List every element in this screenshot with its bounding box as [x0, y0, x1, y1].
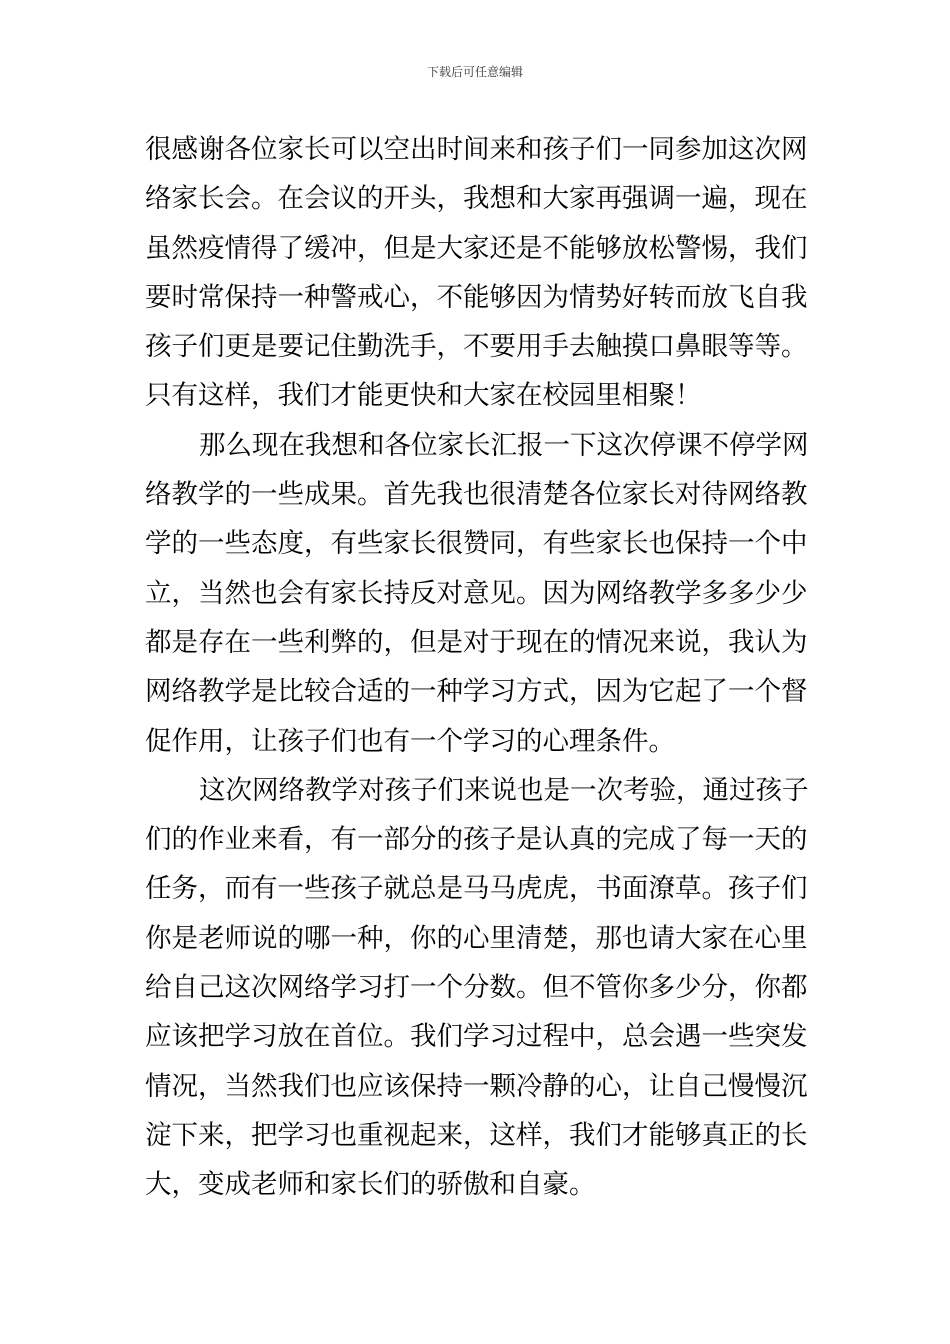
document-body: [145, 125, 815, 1210]
paragraph-3-line-1: 这次网络教学对孩子们来说也是一次考验，通过孩子: [199, 774, 809, 806]
paragraph-3-line-7: 情况，当然我们也应该保持一颗冷静的心，让自己慢慢沉: [145, 1070, 808, 1102]
paragraph-2-line-3: 学的一些态度，有些家长很赞同，有些家长也保持一个中: [145, 528, 808, 560]
paragraph-1-line-6: 只有这样，我们才能更快和大家在校园里相聚！: [145, 380, 702, 412]
page-header: 下载后可任意编辑: [426, 65, 523, 79]
paragraph-2-line-4: 立，当然也会有家长持反对意见。因为网络教学多多少少: [145, 577, 808, 609]
paragraph-3-line-5: 给自己这次网络学习打一个分数。但不管你多少分，你都: [145, 972, 808, 1004]
paragraph-2-line-1: 那么现在我想和各位家长汇报一下这次停课不停学网: [199, 429, 809, 461]
paragraph-3-line-9: 大，变成老师和家长们的骄傲和自豪。: [145, 1169, 596, 1201]
paragraph-3-line-3: 任务，而有一些孩子就总是马马虎虎，书面潦草。孩子们: [145, 873, 808, 905]
paragraph-2-line-6: 网络教学是比较合适的一种学习方式，因为它起了一个督: [145, 676, 808, 708]
paragraph-1-line-5: 孩子们更是要记住勤洗手，不要用手去触摸口鼻眼等等。: [145, 331, 808, 363]
paragraph-3-line-8: 淀下来，把学习也重视起来，这样，我们才能够真正的长: [145, 1119, 808, 1151]
paragraph-2-line-2: 络教学的一些成果。首先我也很清楚各位家长对待网络教: [145, 479, 808, 511]
paragraph-2-line-5: 都是存在一些利弊的，但是对于现在的情况来说，我认为: [145, 626, 808, 658]
paragraph-3-line-4: 你是老师说的哪一种，你的心里清楚，那也请大家在心里: [145, 922, 808, 954]
paragraph-3-line-6: 应该把学习放在首位。我们学习过程中，总会遇一些突发: [145, 1021, 808, 1053]
paragraph-3-line-2: 们的作业来看，有一部分的孩子是认真的完成了每一天的: [145, 824, 808, 856]
paragraph-2-line-7: 促作用，让孩子们也有一个学习的心理条件。: [145, 725, 675, 757]
paragraph-1-line-2: 络家长会。在会议的开头，我想和大家再强调一遍，现在: [145, 183, 808, 215]
paragraph-1-line-3: 虽然疫情得了缓冲，但是大家还是不能够放松警惕，我们: [145, 232, 808, 264]
paragraph-1-line-4: 要时常保持一种警戒心，不能够因为情势好转而放飞自我: [145, 281, 808, 313]
paragraph-1-line-1: 很感谢各位家长可以空出时间来和孩子们一同参加这次网: [145, 134, 808, 165]
